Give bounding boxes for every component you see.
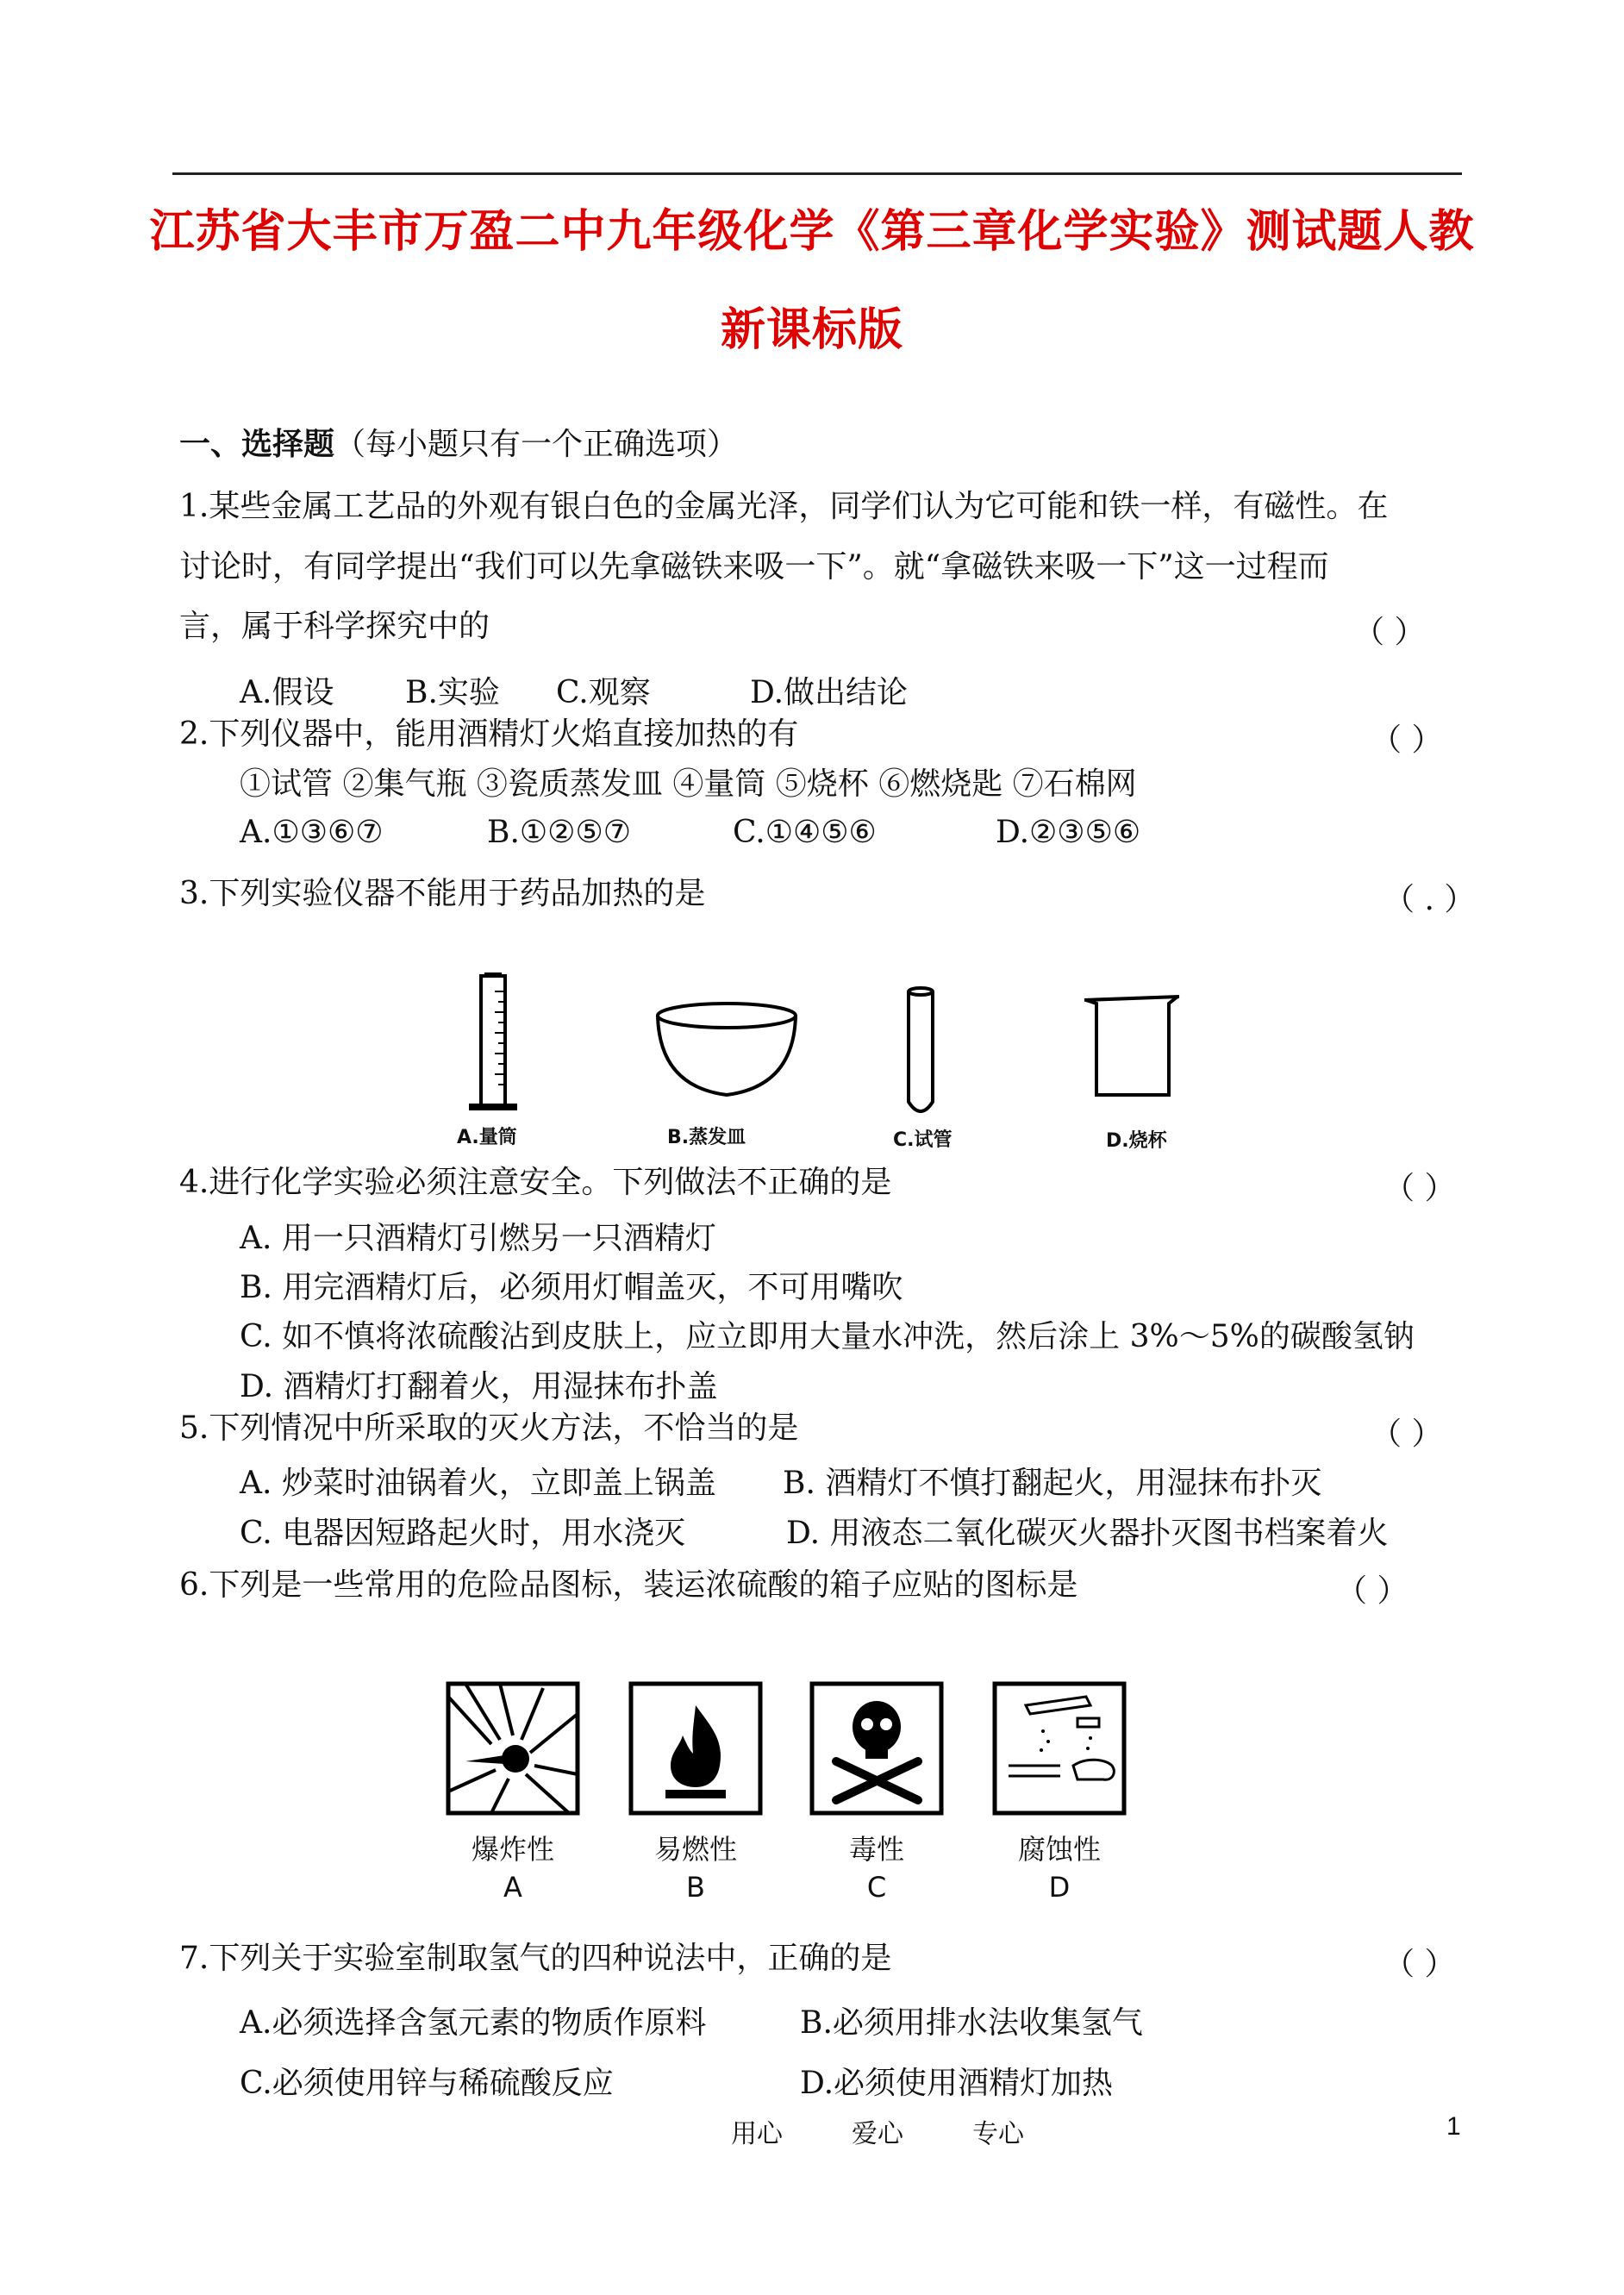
q4-option-c: C. 如不慎将浓硫酸沾到皮肤上，应立即用大量水冲洗，然后涂上 3%～5%的碳酸氢钠 <box>240 1319 1415 1354</box>
q1-line1: 1.某些金属工艺品的外观有银白色的金属光泽，同学们认为它可能和铁一样，有磁性。在 <box>179 489 1389 524</box>
footer-item-2: 爱心 <box>852 2119 903 2149</box>
q5-answer-blank: （ ） <box>1371 1416 1443 1452</box>
q6-stem: 6.下列是一些常用的危险品图标，装运浓硫酸的箱子应贴的图标是 <box>179 1567 1078 1603</box>
q4-option-b: B. 用完酒精灯后，必须用灯帽盖灭，不可用嘴吹 <box>240 1270 903 1305</box>
q5-option-a: A. 炒菜时油锅着火，立即盖上锅盖 <box>240 1466 716 1501</box>
q2-option-a: A.①③⑥⑦ <box>240 815 384 850</box>
q2-option-b: B.①②⑤⑦ <box>487 815 631 850</box>
q7-option-a: A.必须选择含氢元素的物质作原料 <box>240 2005 707 2041</box>
caption-d: D.烧杯 <box>1106 1130 1167 1152</box>
apparatus-figure <box>431 966 1207 1155</box>
hazard-letter-c: C <box>866 1871 887 1904</box>
section-heading <box>179 426 738 463</box>
caption-b: B.蒸发皿 <box>667 1127 746 1148</box>
evaporating-dish-icon <box>658 1004 796 1095</box>
caption-a: A.量筒 <box>457 1127 517 1148</box>
q5-option-b: B. 酒精灯不慎打翻起火，用湿抹布扑灭 <box>783 1466 1322 1501</box>
caption-c: C.试管 <box>893 1129 953 1151</box>
q2-items: ①试管 ②集气瓶 ③瓷质蒸发皿 ④量筒 ⑤烧杯 ⑥燃烧匙 ⑦石棉网 <box>240 766 1137 802</box>
explosive-hazard-icon <box>448 1684 578 1813</box>
q3-stem: 3.下列实验仪器不能用于药品加热的是 <box>179 876 706 911</box>
q5-option-d: D. 用液态二氧化碳灭火器扑灭图书档案着火 <box>786 1516 1389 1551</box>
q7-stem: 7.下列关于实验室制取氢气的四种说法中，正确的是 <box>179 1941 892 1976</box>
q1-answer-blank: （ ） <box>1353 615 1426 650</box>
q4-option-a: A. 用一只酒精灯引燃另一只酒精灯 <box>240 1221 716 1256</box>
q1-option-a: A.假设 <box>240 675 334 710</box>
footer-item-3: 专心 <box>972 2119 1024 2149</box>
section-label: 一、选择题 <box>179 426 335 462</box>
q4-stem: 4.进行化学实验必须注意安全。下列做法不正确的是 <box>179 1165 892 1200</box>
q7-answer-blank: （ ） <box>1384 1947 1456 1982</box>
beaker-icon <box>1084 997 1179 1095</box>
q7-option-c: C.必须使用锌与稀硫酸反应 <box>240 2066 614 2101</box>
q4-answer-blank: （ ） <box>1384 1171 1456 1206</box>
q2-option-d: D.②③⑤⑥ <box>996 815 1141 850</box>
q4-option-d: D. 酒精灯打翻着火，用湿抹布扑盖 <box>240 1369 718 1404</box>
q3-answer-blank: （ . ） <box>1384 882 1476 917</box>
q2-stem: 2.下列仪器中，能用酒精灯火焰直接加热的有 <box>179 716 799 752</box>
q1-option-c: C.观察 <box>556 675 651 710</box>
hazard-letter-b: B <box>686 1871 705 1904</box>
hazard-label-c: 毒性 <box>848 1833 904 1866</box>
graduated-cylinder-icon <box>469 974 517 1107</box>
q5-option-c: C. 电器因短路起火时，用水浇灭 <box>240 1516 686 1551</box>
section-note: （每小题只有一个正确选项） <box>334 427 739 462</box>
hazard-letter-d: D <box>1048 1871 1071 1904</box>
q2-option-c: C.①④⑤⑥ <box>733 815 877 850</box>
q7-option-d: D.必须使用酒精灯加热 <box>800 2066 1114 2101</box>
q1-option-b: B.实验 <box>405 675 500 710</box>
hazard-label-b: 易燃性 <box>653 1833 737 1866</box>
q7-option-b: B.必须用排水法收集氢气 <box>800 2005 1143 2041</box>
toxic-hazard-icon <box>812 1684 941 1813</box>
hazard-symbols-figure <box>440 1679 1146 1826</box>
corrosive-hazard-icon <box>995 1684 1124 1813</box>
page-number: 1 <box>1446 2112 1461 2141</box>
flammable-hazard-icon <box>631 1684 760 1813</box>
hazard-label-a: 爆炸性 <box>471 1833 554 1866</box>
document-title-line1: 江苏省大丰市万盈二中九年级化学《第三章化学实验》测试题人教 <box>149 205 1475 258</box>
hazard-letter-a: A <box>503 1871 522 1904</box>
q1-option-d: D.做出结论 <box>750 675 909 710</box>
hazard-label-d: 腐蚀性 <box>1017 1833 1101 1866</box>
q1-line2: 讨论时，有同学提出“我们可以先拿磁铁来吸一下”。就“拿磁铁来吸一下”这一过程而 <box>179 549 1329 585</box>
header-rule <box>172 172 1462 175</box>
q6-answer-blank: （ ） <box>1336 1573 1409 1609</box>
q2-answer-blank: （ ） <box>1371 722 1443 758</box>
q5-stem: 5.下列情况中所采取的灭火方法，不恰当的是 <box>179 1410 799 1446</box>
test-tube-icon <box>909 988 933 1111</box>
q1-line3: 言，属于科学探究中的 <box>179 609 490 644</box>
document-title-line2: 新课标版 <box>720 303 903 356</box>
footer-item-1: 用心 <box>731 2119 783 2149</box>
